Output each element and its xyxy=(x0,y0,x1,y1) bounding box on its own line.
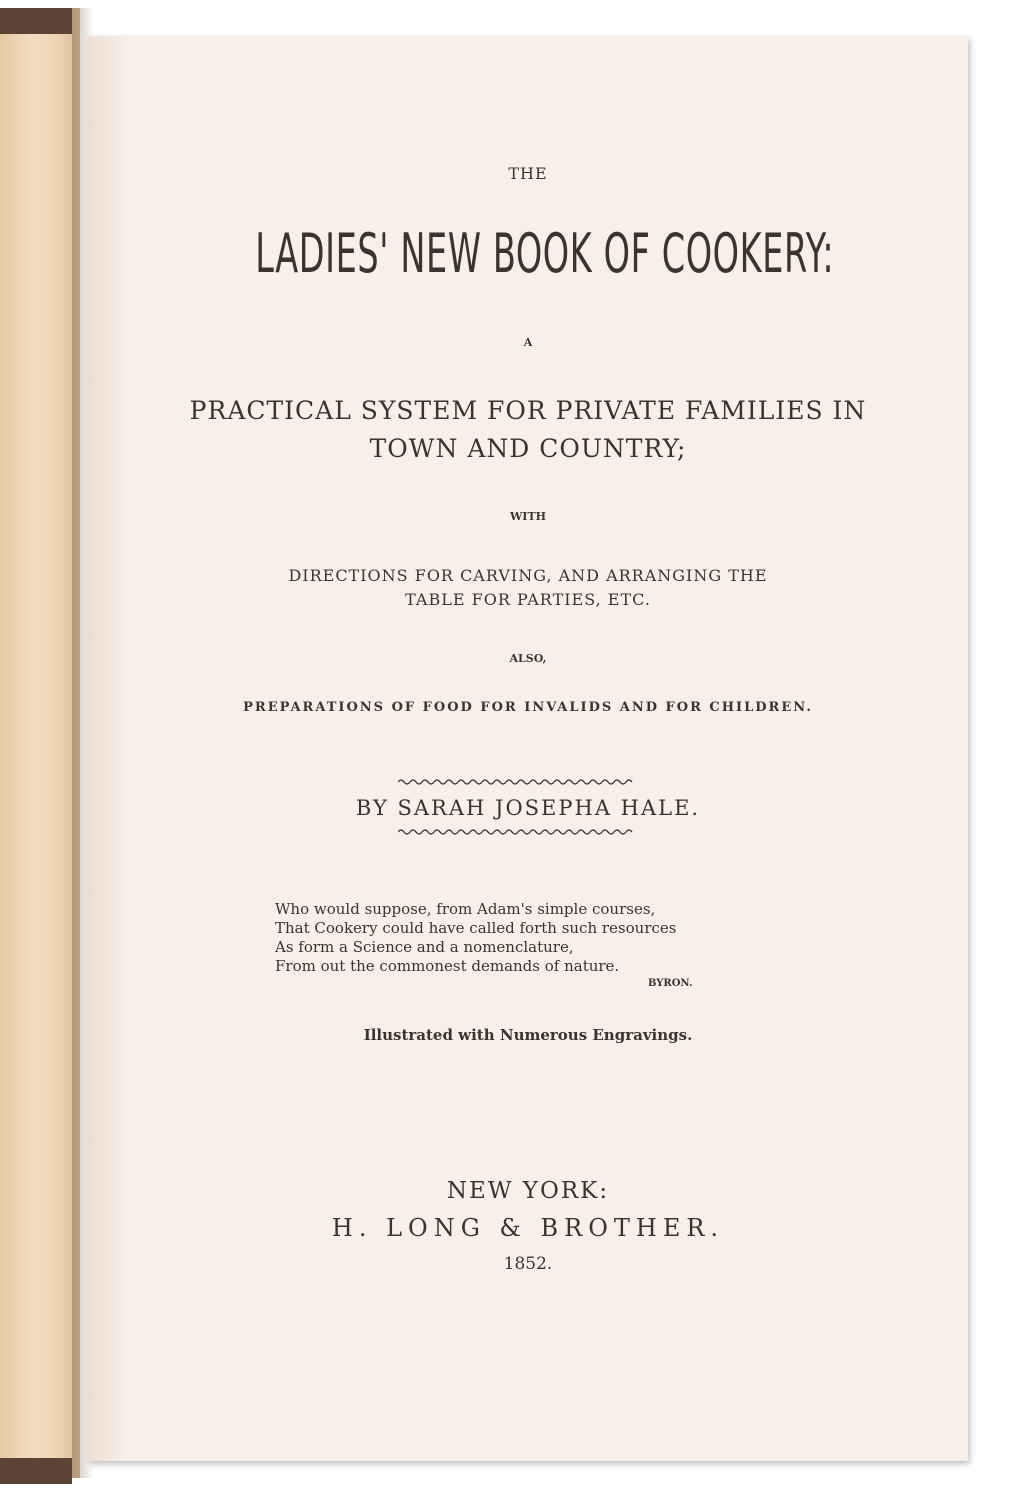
imprint-publisher: H. LONG & BROTHER. xyxy=(331,1214,725,1242)
epigraph-line: That Cookery could have called forth such resources xyxy=(275,919,677,937)
title-page xyxy=(88,36,968,1461)
epigraph-line: From out the commonest demands of nature. xyxy=(275,957,620,975)
pre-title: THE xyxy=(508,164,548,183)
epigraph xyxy=(275,900,735,976)
subtitle-line-2: TOWN AND COUNTRY; xyxy=(369,434,687,463)
spine-tailband xyxy=(0,1458,72,1484)
with-label: WITH xyxy=(509,510,547,523)
author-line: BY SARAH JOSEPHA HALE. xyxy=(355,796,701,820)
epigraph-line: As form a Science and a nomenclature, xyxy=(275,938,574,956)
wavy-rule-bottom xyxy=(398,828,634,836)
book-title: LADIES' NEW BOOK OF COOKERY: xyxy=(255,222,835,285)
subtitle-line-1: PRACTICAL SYSTEM FOR PRIVATE FAMILIES IN xyxy=(189,396,867,425)
illustrated-note: Illustrated with Numerous Engravings. xyxy=(363,1026,693,1044)
book-spine xyxy=(0,8,80,1478)
article-a: A xyxy=(523,336,533,349)
imprint-year: 1852. xyxy=(503,1254,553,1274)
also-label: ALSO, xyxy=(509,652,547,665)
directions-line-1: DIRECTIONS FOR CARVING, AND ARRANGING THE xyxy=(288,566,768,585)
directions-line-2: TABLE FOR PARTIES, ETC. xyxy=(405,590,651,609)
imprint-city: NEW YORK: xyxy=(446,1178,610,1204)
spine-headband xyxy=(0,8,72,34)
preparations-line: PREPARATIONS OF FOOD FOR INVALIDS AND FOR CHILDREN. xyxy=(243,700,813,715)
wavy-rule-top xyxy=(398,778,634,786)
epigraph-line: Who would suppose, from Adam's simple courses, xyxy=(275,900,656,918)
epigraph-attribution: BYRON. xyxy=(648,978,693,989)
